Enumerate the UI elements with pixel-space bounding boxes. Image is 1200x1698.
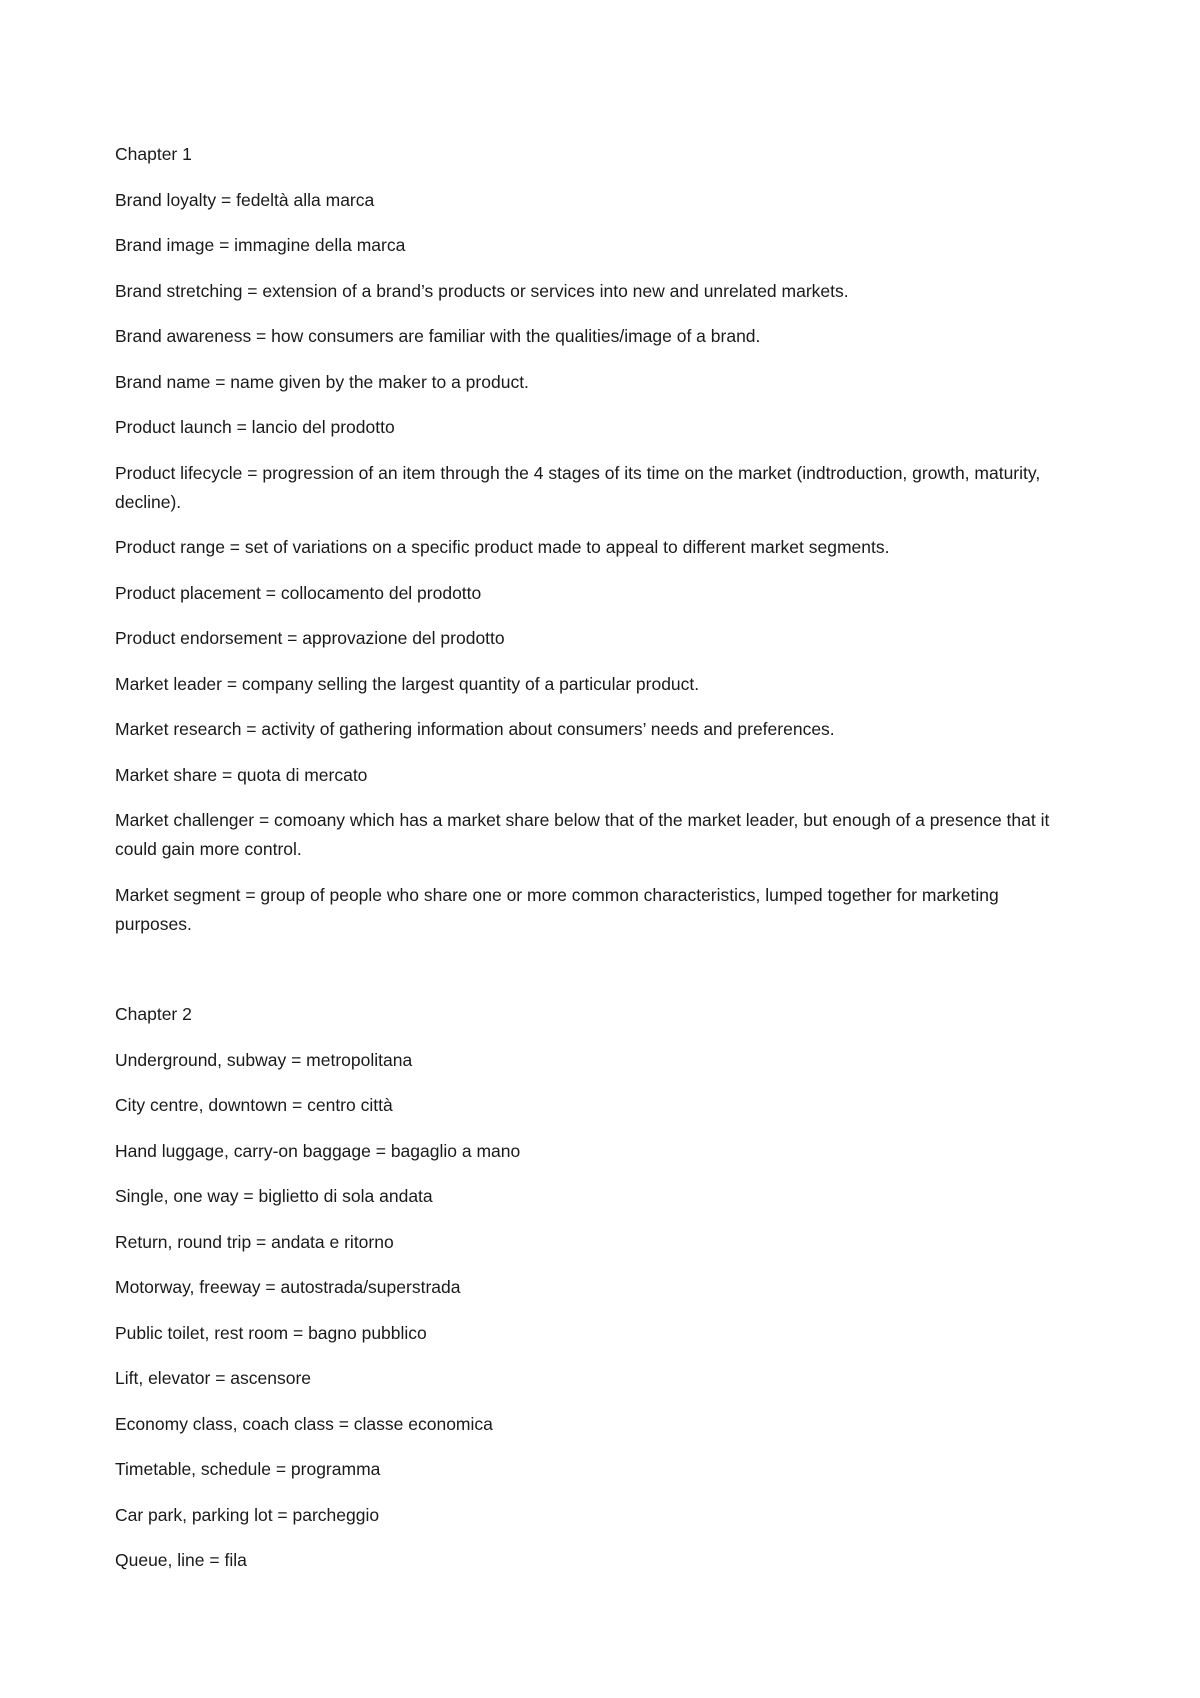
glossary-entry: Return, round trip = andata e ritorno [115, 1231, 394, 1252]
glossary-entry: Brand loyalty = fedeltà alla marca [115, 189, 375, 210]
glossary-entry: Public toilet, rest room = bagno pubblico [115, 1322, 427, 1343]
glossary-entry: Market share = quota di mercato [115, 764, 368, 785]
glossary-entry: Car park, parking lot = parcheggio [115, 1504, 380, 1525]
glossary-entry: Brand stretching = extension of a brand’s products or services into new and unrelated markets. [115, 280, 849, 301]
chapter-1-glossary [115, 186, 1075, 939]
glossary-entry: Underground, subway = metropolitana [115, 1049, 413, 1070]
glossary-entry: Brand image = immagine della marca [115, 235, 406, 255]
glossary-entry: Product launch = lancio del prodotto [115, 417, 395, 437]
glossary-entry: Lift, elevator = ascensore [115, 1368, 312, 1388]
glossary-entry: Market challenger = comoany which has a market share below that of the market leader, but enough of a presence that it could gain more control. [115, 810, 1050, 859]
glossary-entry: Product lifecycle = progression of an item through the 4 stages of its time on the market (indtroduction, growth, maturity, decline). [115, 462, 1041, 512]
glossary-entry: Single, one way = biglietto di sola andata [115, 1186, 433, 1206]
chapter-2-heading: Chapter 2 [115, 1004, 192, 1024]
glossary-entry: Timetable, schedule = programma [115, 1459, 381, 1479]
glossary-entry: Motorway, freeway = autostrada/superstrada [115, 1277, 461, 1297]
document-page [115, 140, 1075, 1592]
glossary-entry: Market leader = company selling the largest quantity of a particular product. [115, 673, 700, 694]
glossary-entry: Market segment = group of people who share one or more common characteristics, lumped together for marketing purposes. [115, 884, 999, 934]
chapter-1-heading: Chapter 1 [115, 144, 192, 164]
glossary-entry: Economy class, coach class = classe economica [115, 1413, 493, 1434]
glossary-entry: Queue, line = fila [115, 1550, 247, 1570]
section-spacer [115, 955, 1075, 1000]
glossary-entry: Product range = set of variations on a specific product made to appeal to different market segments. [115, 537, 890, 557]
glossary-entry: Hand luggage, carry-on baggage = bagaglio a mano [115, 1140, 521, 1161]
glossary-entry: Product endorsement = approvazione del prodotto [115, 628, 505, 648]
chapter-2-glossary [115, 1046, 1075, 1576]
glossary-entry: Product placement = collocamento del prodotto [115, 582, 482, 603]
glossary-entry: Brand name = name given by the maker to a product. [115, 371, 529, 392]
glossary-entry: City centre, downtown = centro città [115, 1095, 393, 1115]
glossary-entry: Brand awareness = how consumers are familiar with the qualities/image of a brand. [115, 326, 761, 346]
glossary-entry: Market research = activity of gathering information about consumers’ needs and preferences. [115, 719, 835, 739]
